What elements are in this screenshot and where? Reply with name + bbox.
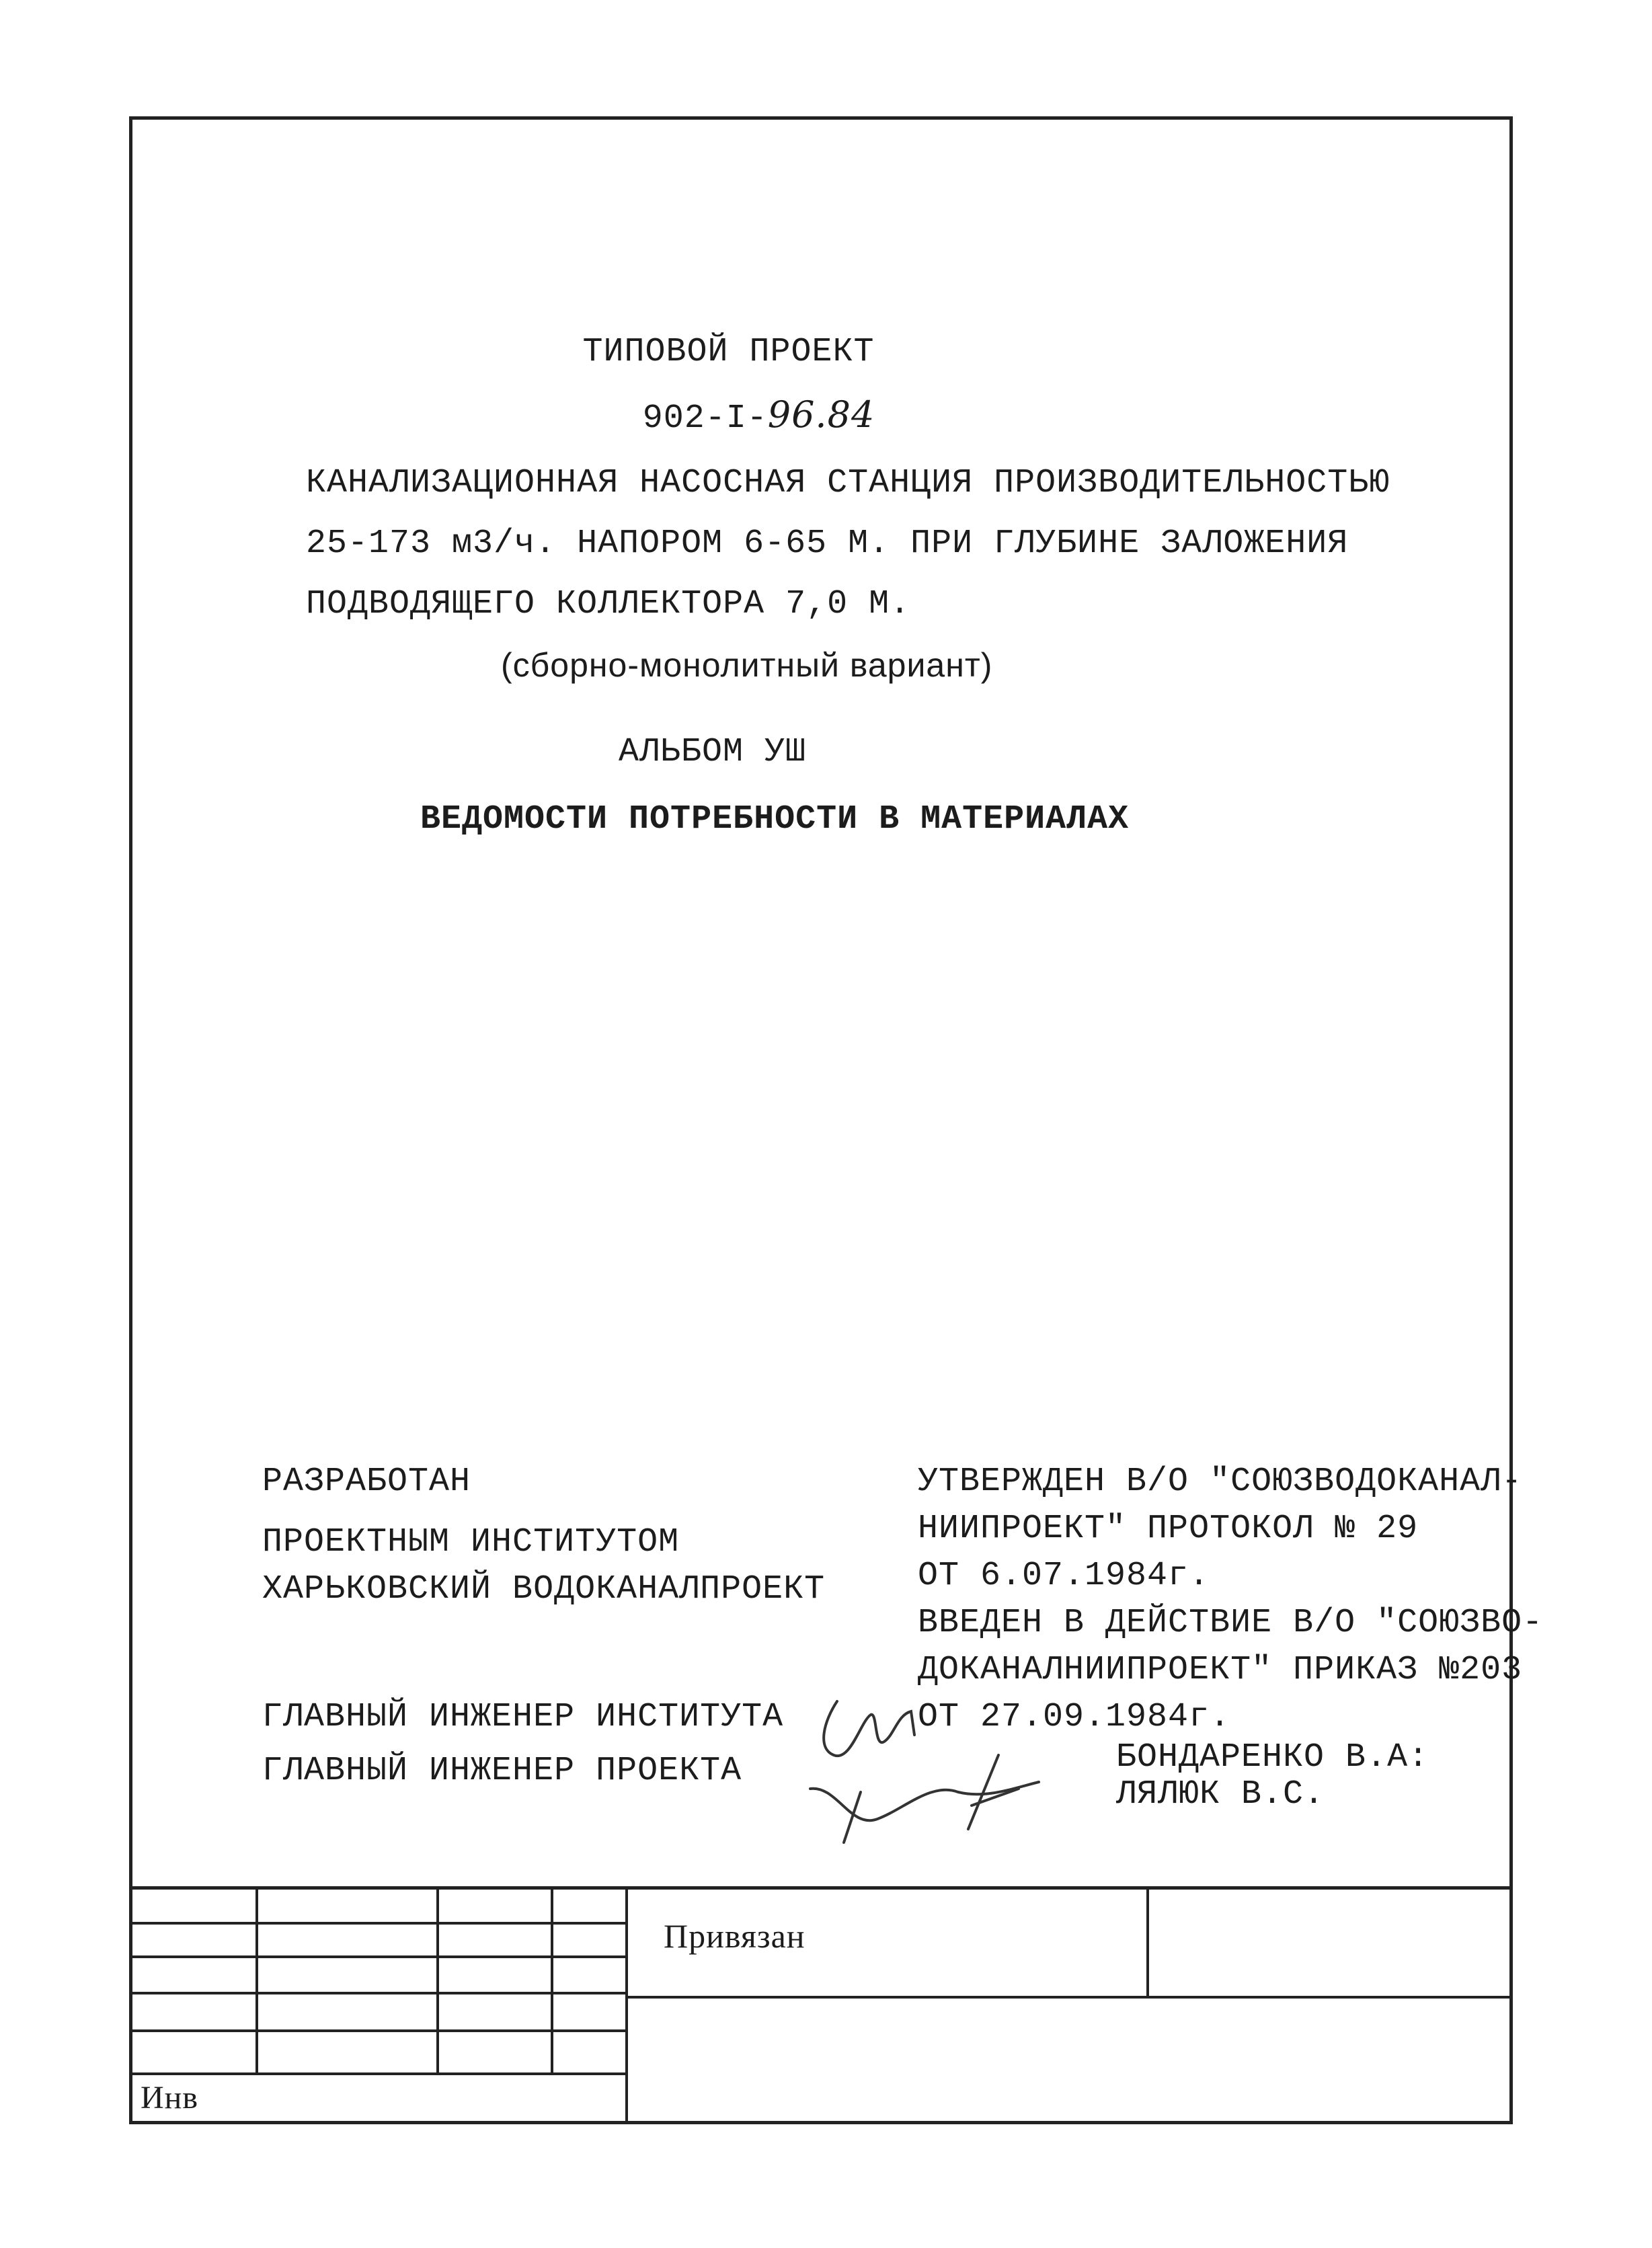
description-line-1: КАНАЛИЗАЦИОННАЯ НАСОСНАЯ СТАНЦИЯ ПРОИЗВОДИТЕЛЬНОСТЬЮ	[306, 464, 1390, 502]
approval-line-5: ДОКАНАЛНИИПРОЕКТ" ПРИКАЗ №203	[918, 1651, 1523, 1689]
stamp-column-divider	[551, 1890, 553, 2072]
description-line-3: ПОДВОДЯЩЕГО КОЛЛЕКТОРА 7,0 М.	[306, 585, 911, 623]
stamp-row-divider	[132, 2072, 625, 2075]
developer-label: РАЗРАБОТАН	[262, 1463, 471, 1501]
stamp-row-divider	[132, 1922, 625, 1925]
stamp-column-divider	[436, 1890, 439, 2072]
engineer-name-project: ЛЯЛЮК В.С.	[1116, 1775, 1325, 1814]
approval-line-6: ОТ 27.09.1984г.	[918, 1698, 1231, 1736]
album: АЛЬБОМ УШ	[619, 733, 807, 771]
heading: ТИПОВОЙ ПРОЕКТ	[582, 333, 875, 371]
stamp-row-divider	[625, 1996, 1509, 1999]
engineer-name-institute: БОНДАРЕНКО В.А:	[1116, 1738, 1429, 1777]
chief-engineer-institute: ГЛАВНЫЙ ИНЖЕНЕР ИНСТИТУТА	[262, 1698, 784, 1736]
approval-line-1: УТВЕРЖДЕН В/О "СОЮЗВОДОКАНАЛ-	[918, 1463, 1523, 1501]
project-code-number: 96.84	[767, 393, 875, 436]
stamp-row-divider	[132, 1955, 625, 1958]
project-code-prefix: 902-I-	[642, 399, 768, 438]
approval-line-4: ВВЕДЕН В ДЕЙСТВИЕ В/О "СОЮЗВО-	[918, 1604, 1544, 1642]
variant: (сборно-монолитный вариант)	[501, 646, 993, 684]
signature-image	[797, 1674, 1079, 1849]
stamp-inv-label: Инв	[141, 2080, 199, 2116]
developer-line-1: ПРОЕКТНЫМ ИНСТИТУТОМ	[262, 1523, 680, 1561]
stamp-column-divider	[255, 1890, 258, 2072]
stamp-column-divider	[625, 1890, 628, 2121]
description-line-2: 25-173 м3/ч. НАПОРОМ 6-65 М. ПРИ ГЛУБИНЕ ЗАЛОЖЕНИЯ	[306, 525, 1349, 563]
stamp-row-divider	[132, 2029, 625, 2032]
approval-line-3: ОТ 6.07.1984г.	[918, 1557, 1210, 1595]
stamp-row-divider	[132, 1992, 625, 1994]
chief-engineer-project: ГЛАВНЫЙ ИНЖЕНЕР ПРОЕКТА	[262, 1752, 742, 1790]
developer-line-2: ХАРЬКОВСКИЙ ВОДОКАНАЛПРОЕКТ	[262, 1570, 826, 1609]
album-title: ВЕДОМОСТИ ПОТРЕБНОСТИ В МАТЕРИАЛАХ	[420, 800, 1130, 839]
project-code	[0, 393, 1652, 438]
stamp-bound-label: Привязан	[664, 1917, 805, 1955]
title-block-stamp	[132, 1886, 1509, 2124]
approval-line-2: НИИПРОЕКТ" ПРОТОКОЛ № 29	[918, 1510, 1419, 1548]
stamp-column-divider	[1146, 1890, 1149, 1996]
